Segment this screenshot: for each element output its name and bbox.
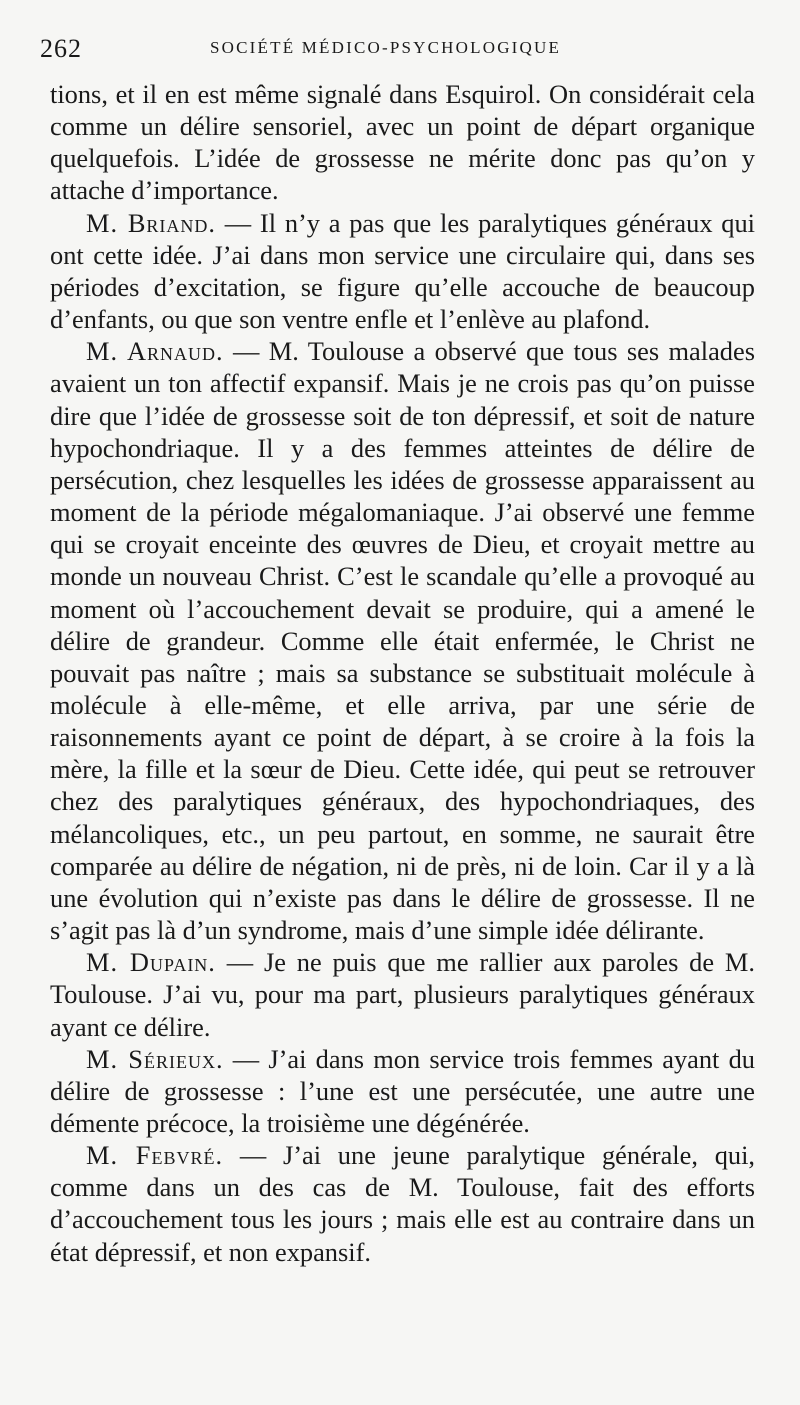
paragraph-text: — Il n’y a pas que les paralytiques généraux qui ont cette idée. J’ai dans mon service une circulaire qui, dans ses périodes d’excitation, se figure qu’elle accouche de beaucoup d’enfants, ou que son ventre enfle et l’enlève au plafond. — [50, 207, 756, 335]
speaker-name: M. Briand. — [86, 207, 217, 238]
paragraph-briand — [50, 207, 755, 336]
speaker-name: M. Sérieux. — [86, 1043, 224, 1074]
running-title: SOCIÉTÉ MÉDICO-PSYCHOLOGIQUE — [210, 38, 562, 57]
paragraph-text: — J’ai dans mon service trois femmes ayant du délire de grossesse : l’une est une persécutée, une autre une démente précoce, la troisième une dégénérée. — [50, 1043, 755, 1138]
paragraph-text: tions, et il en est même signalé dans Esquirol. On considérait cela comme un délire sensoriel, avec un point de départ organique quelquefois. L’idée de grossesse ne mérite donc pas qu’on y attache d’importance. — [50, 79, 755, 206]
paragraph-text: — Je ne puis que me rallier aux paroles de M. Toulouse. J’ai vu, pour ma part, plusieurs paralytiques généraux ayant ce délire. — [50, 947, 755, 1042]
paragraph-continuation — [50, 78, 755, 207]
paragraph-text: — M. Toulouse a observé que tous ses malades avaient un ton affectif expansif. Mais je ne crois pas qu’on puisse dire que l’idée de grossesse soit de ton dépressif, et soit de nature hypochondriaque. Il y a des femmes atteintes de délire de persécution, chez lesquelles les idées de grossesse apparaissent au moment de la période mégalomaniaque. J’ai observé une femme qui se croyait enceinte des œuvres de Dieu, et croyait mettre au monde un nouveau Christ. C’est le scandale qu’elle a provoqué au moment où l’accouchement devait se produire, qui a amené le délire de grandeur. Comme elle était enfermée, le Christ ne pouvait pas naître ; mais sa substance se substituait molécule à molécule à elle-même, et elle arriva, par une série de raisonnements ayant ce point de départ, à se croire à la fois la mère, la fille et la sœur de Dieu. Cette idée, qui peut se retrouver chez des paralytiques généraux, des hypochondriaques, des mélancoliques, etc., un peu partout, en somme, ne saurait être comparée au délire de négation, ni de près, ni de loin. Car il y a là une évolution qui n’existe pas dans le délire de grossesse. Il ne s’agit pas là d’un syndrome, mais d’une simple idée délirante. — [50, 336, 755, 946]
speaker-name: M. Dupain. — [86, 947, 216, 978]
page-number: 262 — [40, 34, 82, 63]
paragraph-text: — J’ai une jeune paralytique générale, qui, comme dans un des cas de M. Toulouse, fait des efforts d’accouchement tous les jours ; mais elle est au contraire dans un état dépressif, et non expansif. — [50, 1140, 756, 1267]
paragraph-dupain — [50, 946, 755, 1042]
paragraph-serieux — [50, 1043, 755, 1139]
speaker-name: M. Arnaud. — [86, 336, 224, 367]
paragraph-arnaud — [50, 335, 755, 946]
running-head — [40, 34, 760, 64]
speaker-name: M. Febvré. — [86, 1140, 224, 1171]
paragraph-febvre — [50, 1139, 755, 1268]
body-text — [50, 78, 755, 1268]
